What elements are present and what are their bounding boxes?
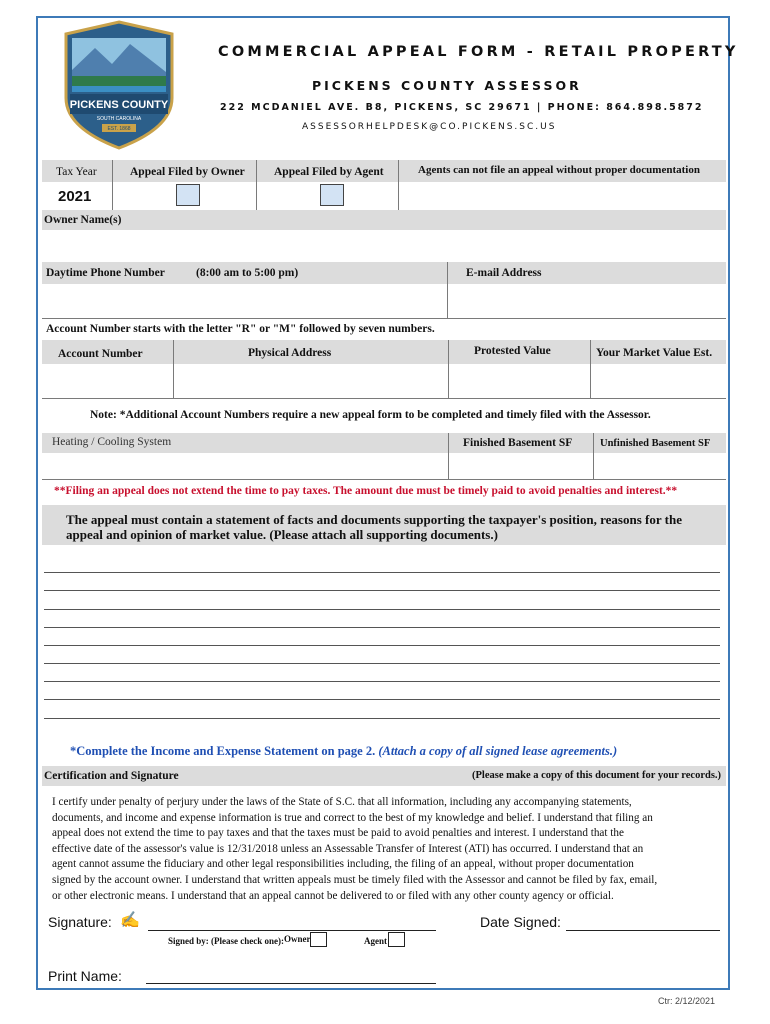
owner-sign-checkbox[interactable] <box>310 932 327 947</box>
owner-names-header <box>42 210 726 230</box>
protested-value-field[interactable] <box>449 364 589 398</box>
owner-filed-label: Appeal Filed by Owner <box>130 166 245 178</box>
statement-line1: The appeal must contain a statement of facts and documents supporting the taxpayer's position, reasons for the <box>66 512 682 527</box>
heating-field[interactable] <box>42 453 447 479</box>
phone-hours: (8:00 am to 5:00 pm) <box>196 267 299 279</box>
owner-option-label: Owner <box>284 934 311 944</box>
finished-basement-label: Finished Basement SF <box>463 437 573 449</box>
phone-label: Daytime Phone Number <box>46 267 165 279</box>
account-note: Account Number starts with the letter "R" or "M" followed by seven numbers. <box>46 323 435 335</box>
agent-option-label: Agent <box>364 936 387 946</box>
statement-line2: appeal and opinion of market value. (Please attach all supporting documents.) <box>66 527 498 542</box>
date-signed-line[interactable] <box>566 930 720 931</box>
phone-field[interactable] <box>42 284 446 318</box>
owner-checkbox[interactable] <box>176 184 200 206</box>
agent-checkbox[interactable] <box>320 184 344 206</box>
logo-text: PICKENS COUNTY <box>69 99 169 111</box>
certification-text: I certify under penalty of perjury under the laws of the State of S.C. that all information, including any accompanying statements, documents, and income and expense information is true and correct to the best of my knowledge and belief. I understand that filing an appeal does not extend the time to pay taxes and that the taxes must be paid to avoid penalties and interest. I understand that the effective date of the assessor's value is 12/31/2018 unless an Assessable Transfer of Interest (ATI) has occurred. I understand that an agent cannot assume the fiduciary and other legal responsibilities including, the filing of an appeal, without proper documentation signed by the account owner. I understand that written appeals must be timely filed with the Assessor and cannot be filed by fax, email, or other electronic means. I understand that an appeal cannot be delivered to or filed with any other county agency or official. <box>52 796 658 902</box>
email-label: E-mail Address <box>466 267 542 279</box>
statement-line[interactable] <box>44 645 720 646</box>
footer-date: Ctr: 2/12/2021 <box>658 996 716 1006</box>
tax-year-value[interactable]: 2021 <box>58 188 92 205</box>
account-number-field[interactable] <box>42 364 172 398</box>
office-email: ASSESSORHELPDESK@CO.PICKENS.SC.US <box>302 122 557 132</box>
form-title: COMMERCIAL APPEAL FORM - RETAIL PROPERTY <box>218 44 739 60</box>
income-statement-note: *Complete the Income and Expense Statement on page 2. (Attach a copy of all signed lease agreements.) <box>70 744 618 758</box>
protested-value-label: Protested Value <box>474 345 551 357</box>
agent-filed-label: Appeal Filed by Agent <box>274 166 384 178</box>
physical-address-label: Physical Address <box>248 347 332 359</box>
statement-line[interactable] <box>44 627 720 628</box>
logo-sub: SOUTH CAROLINA <box>96 116 142 122</box>
signature-label: Signature: <box>48 914 112 930</box>
pen-icon: ✍ <box>120 912 140 929</box>
statement-line[interactable] <box>44 718 720 719</box>
print-name-label: Print Name: <box>48 968 122 984</box>
agents-note: Agents can not file an appeal without proper documentation <box>418 164 700 176</box>
signed-by-label: Signed by: (Please check one): <box>168 936 284 946</box>
office-name: PICKENS COUNTY ASSESSOR <box>312 78 582 93</box>
statement-line[interactable] <box>44 609 720 610</box>
statement-line[interactable] <box>44 663 720 664</box>
pickens-county-logo <box>60 20 178 150</box>
statement-line[interactable] <box>44 572 720 573</box>
date-signed-label: Date Signed: <box>480 914 561 930</box>
unfinished-basement-label: Unfinished Basement SF <box>600 438 711 449</box>
tax-warning: **Filing an appeal does not extend the time to pay taxes. The amount due must be timely paid to avoid penalties and interest.** <box>54 485 678 497</box>
office-address: 222 MCDANIEL AVE. B8, PICKENS, SC 29671 | PHONE: 864.898.5872 <box>220 102 704 113</box>
certification-label: Certification and Signature <box>44 770 179 782</box>
statement-line[interactable] <box>44 681 720 682</box>
statement-line[interactable] <box>44 590 720 591</box>
tax-year-label: Tax Year <box>56 166 97 178</box>
unfinished-basement-field[interactable] <box>594 453 726 479</box>
owner-names-label: Owner Name(s) <box>44 214 122 226</box>
physical-address-field[interactable] <box>174 364 448 398</box>
statement-line[interactable] <box>44 699 720 700</box>
print-name-line[interactable] <box>146 983 436 984</box>
account-number-label: Account Number <box>58 348 143 360</box>
signature-line[interactable] <box>148 930 436 931</box>
market-value-field[interactable] <box>591 364 726 398</box>
owner-names-field[interactable] <box>42 230 726 262</box>
records-note: (Please make a copy of this document for your records.) <box>472 770 722 781</box>
agent-sign-checkbox[interactable] <box>388 932 405 947</box>
heating-label: Heating / Cooling System <box>52 436 172 448</box>
finished-basement-field[interactable] <box>449 453 592 479</box>
email-field[interactable] <box>448 284 726 318</box>
market-value-label: Your Market Value Est. <box>596 347 713 359</box>
logo-est: EST. 1868 <box>107 126 131 132</box>
additional-accounts-note: Note: *Additional Account Numbers require a new appeal form to be completed and timely filed with the Assessor. <box>90 409 651 421</box>
